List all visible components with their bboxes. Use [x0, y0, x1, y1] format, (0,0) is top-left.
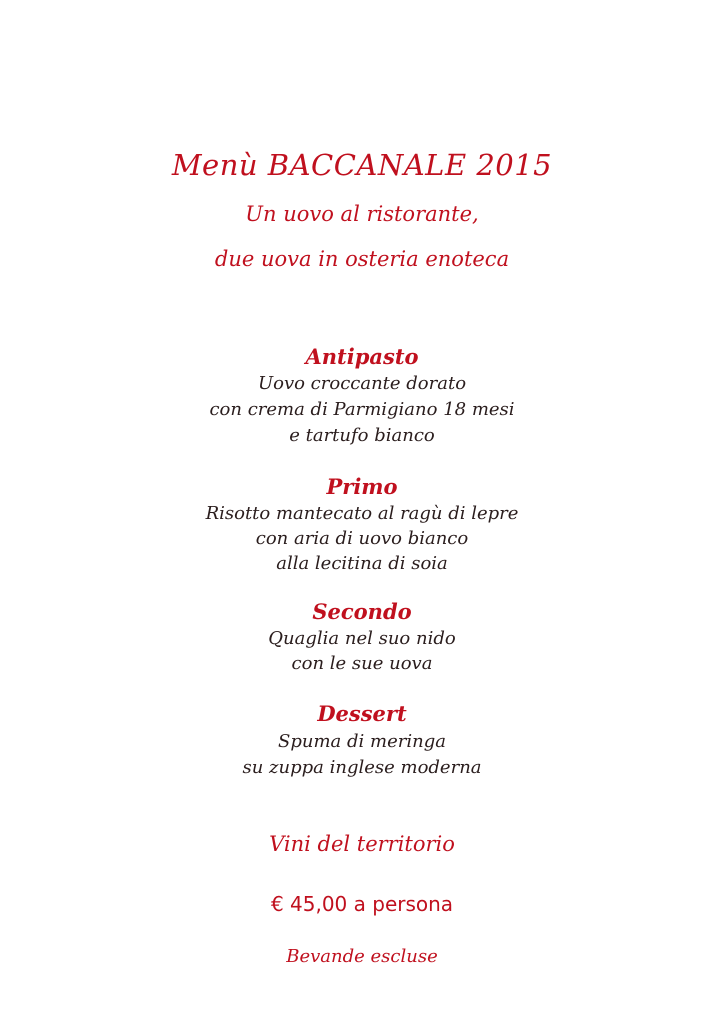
dish-line: alla lecitina di soia: [276, 553, 448, 574]
dish-line: con aria di uovo bianco: [255, 528, 469, 549]
course-title-antipasto: Antipasto: [305, 344, 419, 369]
course-title-primo: Primo: [326, 474, 398, 499]
menu-subtitle-line1: Un uovo al ristorante,: [245, 202, 479, 226]
dish-line: e tartufo bianco: [289, 425, 435, 446]
menu-subtitle-line2: due uova in osteria enoteca: [214, 247, 510, 271]
dish-line: con le sue uova: [291, 653, 433, 674]
price-line: € 45,00 a persona: [270, 892, 454, 916]
wines-line: Vini del territorio: [269, 832, 455, 856]
course-title-dessert: Dessert: [317, 701, 407, 726]
dish-line: su zuppa inglese moderna: [242, 757, 482, 778]
dish-line: Risotto mantecato al ragù di lepre: [205, 503, 519, 524]
dish-line: Quaglia nel suo nido: [268, 628, 456, 649]
dish-line: con crema di Parmigiano 18 mesi: [209, 399, 515, 420]
dish-line: Spuma di meringa: [278, 731, 446, 752]
course-title-secondo: Secondo: [312, 599, 412, 624]
dish-line: Uovo croccante dorato: [257, 373, 467, 394]
drinks-note: Bevande escluse: [286, 946, 438, 967]
menu-title: Menù BACCANALE 2015: [171, 148, 553, 182]
